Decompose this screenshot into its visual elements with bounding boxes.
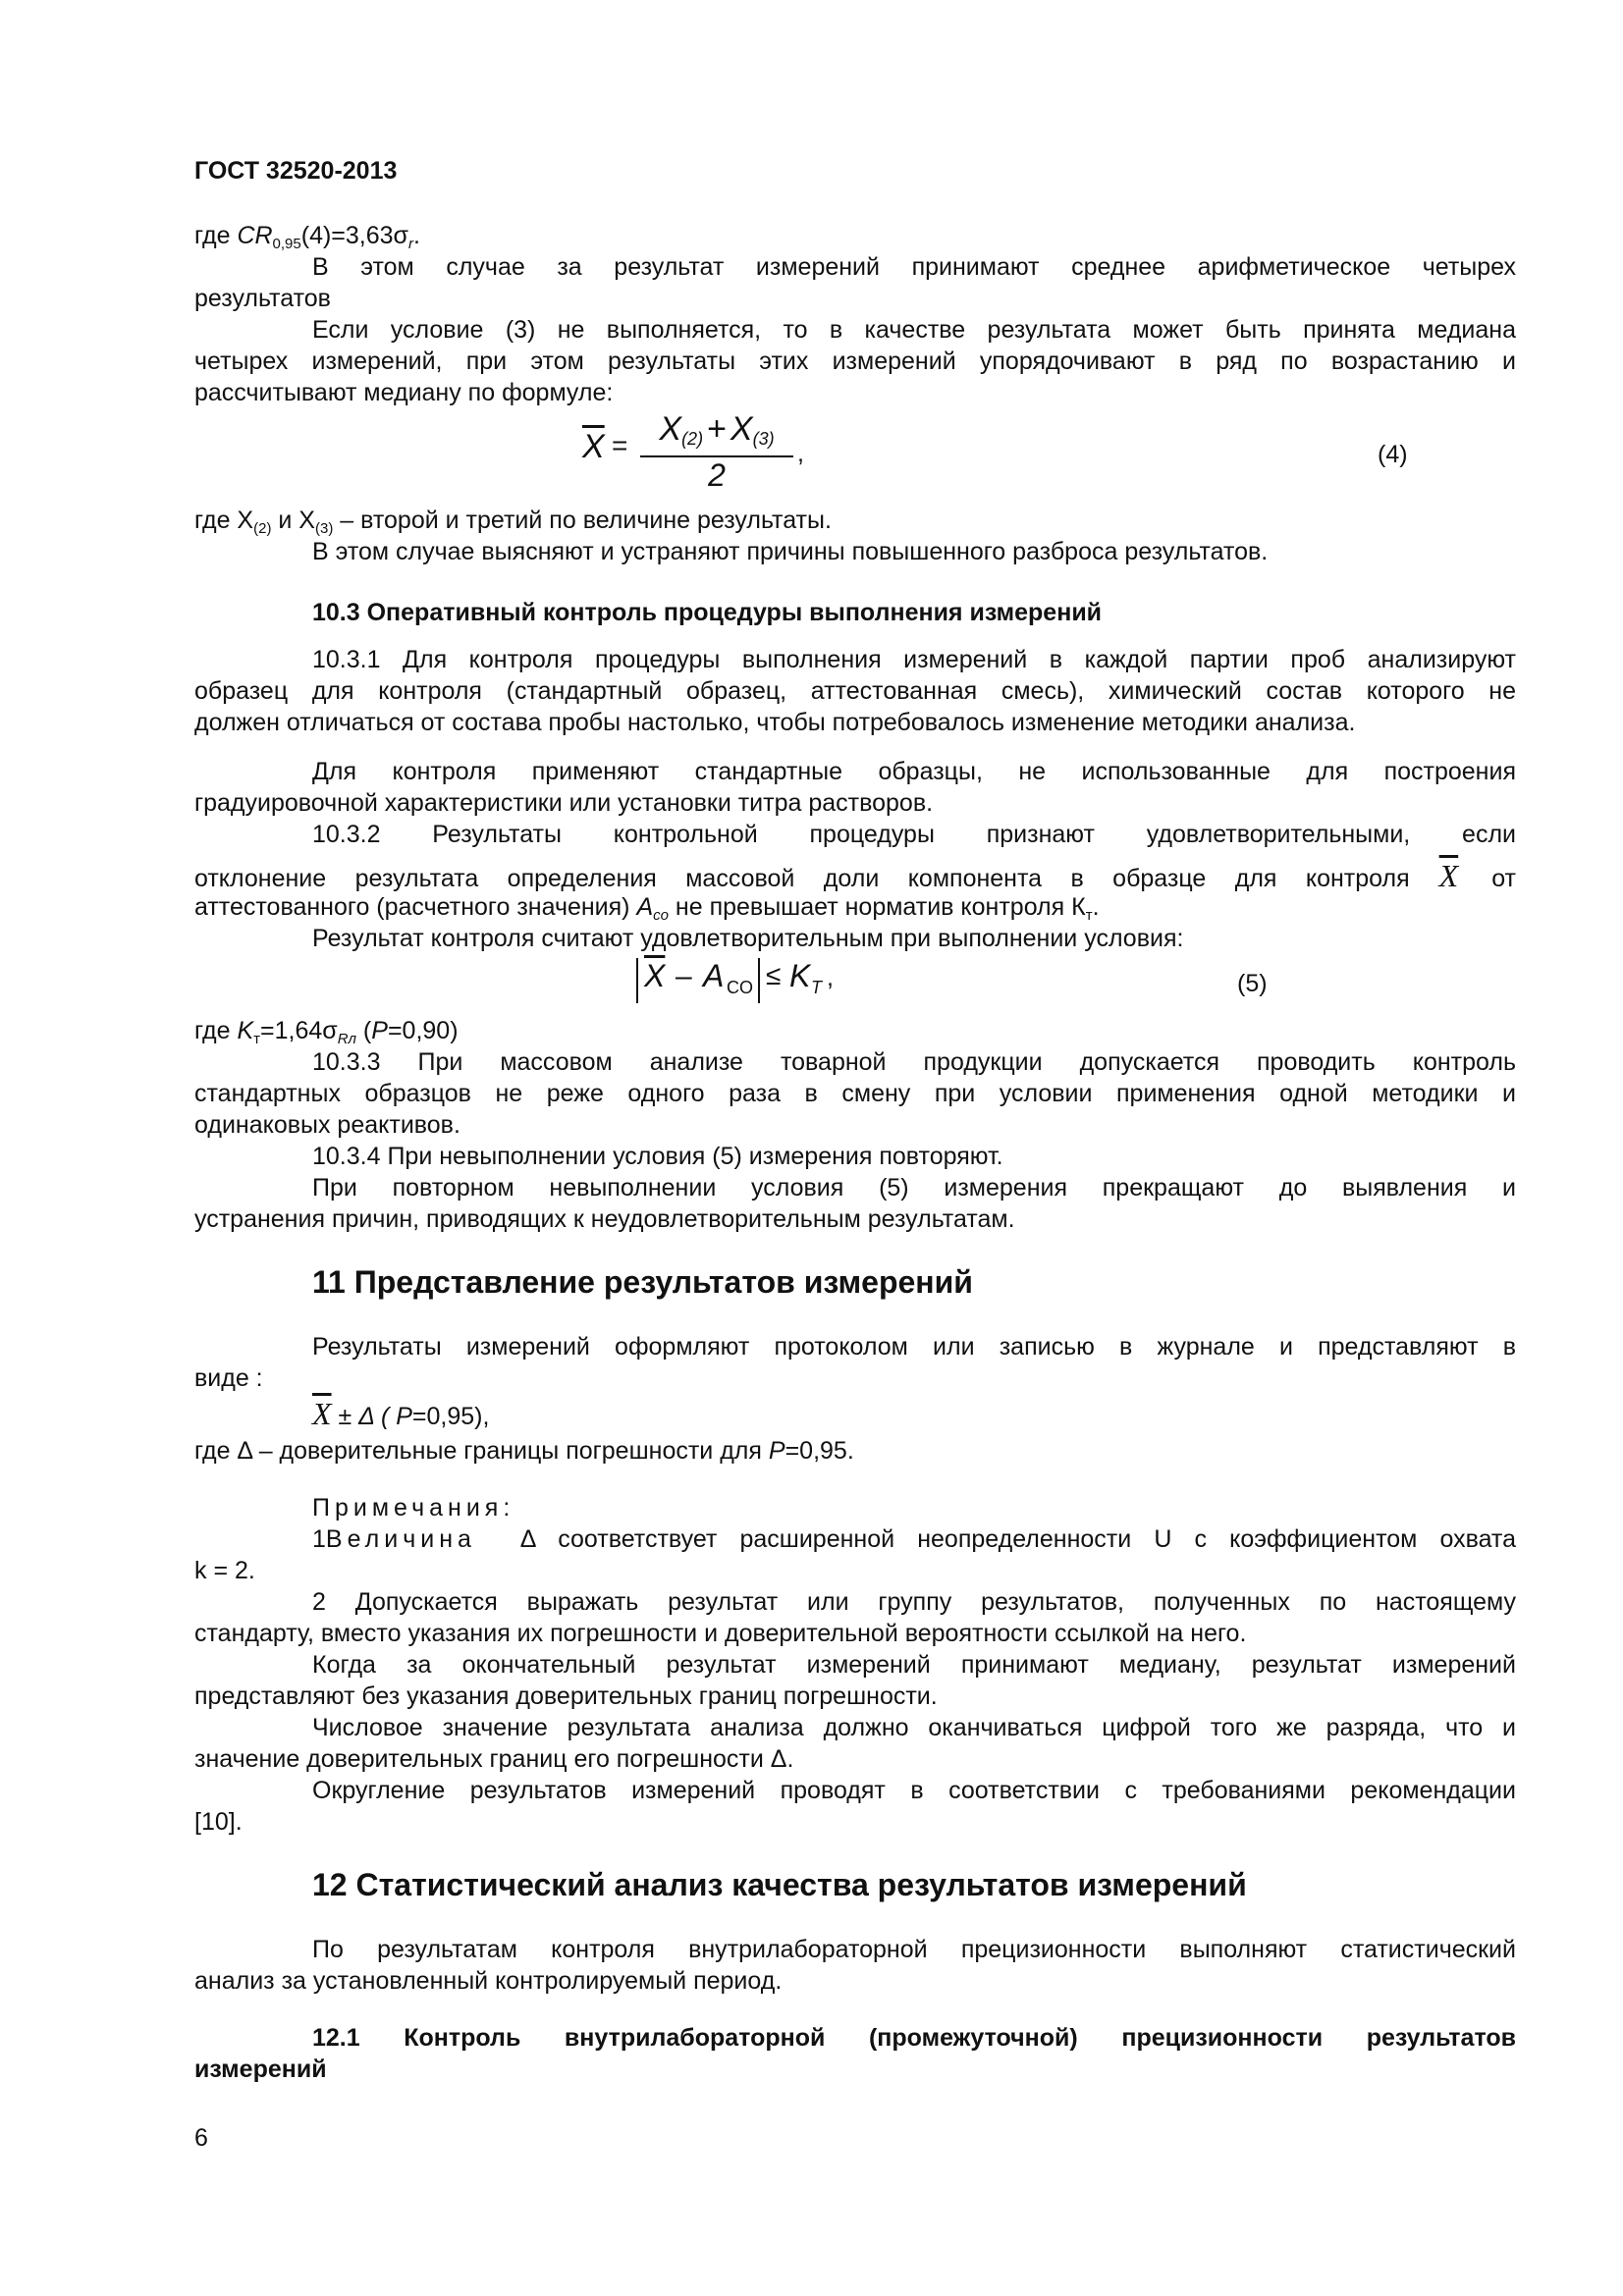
formula-le: ≤ — [766, 960, 782, 990]
formula-x-bar: $\overline{X}$ — [582, 428, 605, 465]
section-heading: 11 Представление результатов измерений — [312, 1264, 973, 1300]
paragraph-line: значение доверительных границ его погрешности Δ. — [194, 1745, 794, 1773]
paragraph-line: k = 2. — [194, 1557, 255, 1584]
formula-var: K — [789, 958, 811, 993]
document-header: ГОСТ 32520-2013 — [194, 157, 398, 185]
paragraph-line: 10.3.2 Результаты контрольной процедуры признают удовлетворительными, если — [312, 821, 1516, 848]
formula-5 — [628, 954, 864, 1013]
paragraph-line: Для контроля применяют стандартные образцы, не использованные для построения — [312, 758, 1516, 785]
paragraph-line: По результатам контроля внутрилабораторной прецизионности выполняют статистический — [312, 1936, 1516, 1963]
text: где X — [194, 507, 254, 534]
paragraph-line: Когда за окончательный результат измерений принимают медиану, результат измерений — [312, 1651, 1516, 1679]
subscript: (3) — [314, 520, 334, 537]
subscript: T — [811, 978, 822, 997]
text: =0,95), — [411, 1403, 490, 1430]
text: отклонение результата определения массовой доли компонента в образце для контроля — [194, 865, 1410, 892]
text: 1 — [312, 1525, 326, 1553]
section-heading: 10.3 Оперативный контроль процедуры выполнения измерений — [312, 599, 1103, 626]
text: =1,64σ — [260, 1017, 338, 1044]
formula-x-bar: $\overline{X}$ — [644, 958, 666, 993]
text: (4)=3,63σ — [300, 222, 408, 249]
text: K — [237, 1017, 254, 1044]
formula-var: A — [703, 958, 725, 993]
paragraph-line: [10]. — [194, 1808, 243, 1836]
paragraph-line: стандартных образцов не реже одного раза в смену при условии применения одной методики и — [194, 1080, 1516, 1107]
formula-comma: , — [797, 440, 804, 467]
section-heading: измерений — [194, 2056, 327, 2083]
text: A — [636, 893, 654, 921]
text: =0,90) — [387, 1017, 459, 1044]
equation-number: (4) — [1378, 441, 1408, 468]
formula-minus: – — [676, 960, 692, 992]
subscript: co — [653, 907, 669, 924]
subscript: CO — [727, 978, 753, 997]
equation-number: (5) — [1237, 970, 1268, 997]
text: аттестованного (расчетного значения) — [194, 893, 637, 921]
paragraph-line: При повторном невыполнении условия (5) измерения прекращают до выявления и — [312, 1174, 1516, 1201]
paragraph-line: 10.3.3 При массовом анализе товарной продукции допускается проводить контроль — [312, 1048, 1516, 1076]
formula-denominator: 2 — [708, 457, 726, 493]
page-number: 6 — [194, 2124, 208, 2152]
paragraph-line: В этом случае выясняют и устраняют причины повышенного разброса результатов. — [312, 538, 1269, 565]
text: Δ соответствует расширенной неопределенности U с коэффициентом охвата — [475, 1525, 1516, 1553]
formula-x-bar: $\overline{X}$ — [1438, 858, 1459, 893]
paragraph-line: Результат контроля считают удовлетворительным при выполнении условия: — [312, 925, 1184, 952]
paragraph-line — [312, 1398, 1516, 1432]
paragraph-line: представляют без указания доверительных границ погрешности. — [194, 1682, 938, 1710]
abs-bar-left — [636, 958, 638, 1003]
text: ( — [355, 1017, 372, 1044]
text: от — [1491, 865, 1516, 892]
text: P — [768, 1437, 785, 1465]
paragraph-line: стандарту, вместо указания их погрешности и доверительной вероятности ссылкой на него. — [194, 1620, 1247, 1647]
paragraph-line: должен отличаться от состава пробы настолько, чтобы потребовалось изменение методики анализа. — [194, 709, 1356, 736]
paragraph-line: В этом случае за результат измерений принимают среднее арифметическое четырех — [312, 253, 1516, 281]
subscript: т — [253, 1031, 260, 1047]
paragraph-line: 2 Допускается выражать результат или группу результатов, полученных по настоящему — [312, 1588, 1516, 1616]
text: где Δ – доверительные границы погрешности для — [194, 1437, 769, 1465]
paragraph-line — [194, 505, 1516, 536]
text: и X — [271, 507, 315, 534]
paragraph-line: четырех измерений, при этом результаты этих измерений упорядочивают в ряд по возрастанию и — [194, 347, 1516, 375]
text: где — [194, 222, 238, 249]
formula-comma: , — [827, 964, 834, 991]
text: Величина — [325, 1525, 476, 1553]
paragraph-line: Числовое значение результата анализа должно оканчиваться цифрой того же разряда, что и — [312, 1714, 1516, 1741]
paragraph-line: виде : — [194, 1364, 263, 1392]
paragraph-line: 10.3.1 Для контроля процедуры выполнения измерений в каждой партии проб анализируют — [312, 646, 1516, 673]
paragraph-line — [194, 220, 1516, 251]
paragraph-line — [194, 860, 1516, 894]
formula-x-bar: $\overline{X}$ — [312, 1396, 332, 1431]
notes-title: Примечания: — [312, 1494, 515, 1522]
text: ± — [331, 1403, 359, 1430]
text: Δ ( P — [358, 1403, 412, 1430]
formula-var: X — [730, 410, 753, 448]
paragraph-line: 10.3.4 При невыполнении условия (5) измерения повторяют. — [312, 1143, 1003, 1170]
paragraph-line: результатов — [194, 285, 331, 312]
formula-equals: = — [612, 430, 628, 460]
text: не превышает норматив контроля К — [668, 893, 1086, 921]
paragraph-line: анализ за установленный контролируемый период. — [194, 1967, 783, 1995]
subscript: r — [408, 236, 413, 252]
paragraph-line: Результаты измерений оформляют протоколом или записью в журнале и представляют в — [312, 1333, 1516, 1361]
text: P — [371, 1017, 388, 1044]
subscript: Rл — [337, 1031, 356, 1047]
paragraph-line: устранения причин, приводящих к неудовлетворительным результатам. — [194, 1205, 1015, 1233]
text: – второй и третий по величине результаты. — [333, 507, 832, 534]
section-heading: 12 Статистический анализ качества результатов измерений — [312, 1867, 1247, 1902]
section-heading: 12.1 Контроль внутрилабораторной (промежуточной) прецизионности результатов — [312, 2024, 1516, 2052]
paragraph-line — [312, 1523, 1516, 1555]
text: =0,95. — [784, 1437, 854, 1465]
subscript: (3) — [752, 429, 775, 449]
paragraph-line: образец для контроля (стандартный образец, аттестованная смесь), химический состав которого не — [194, 677, 1516, 705]
paragraph-line: Если условие (3) не выполняется, то в качестве результата может быть принята медиана — [312, 316, 1516, 344]
subscript: т — [1085, 907, 1093, 924]
paragraph-line: рассчитывают медиану по формуле: — [194, 379, 614, 406]
paragraph-line: Округление результатов измерений проводят в соответствии с требованиями рекомендации — [312, 1777, 1516, 1804]
formula-4 — [579, 410, 825, 499]
text: . — [1092, 893, 1100, 921]
subscript: (2) — [253, 520, 272, 537]
subscript: (2) — [681, 429, 704, 449]
paragraph-line: одинаковых реактивов. — [194, 1111, 460, 1139]
paragraph-line — [194, 1015, 1516, 1046]
paragraph-line: градуировочной характеристики или установки титра растворов. — [194, 789, 934, 817]
formula-plus: + — [707, 410, 727, 448]
paragraph-line — [194, 1435, 1516, 1467]
subscript: 0,95 — [272, 236, 301, 252]
formula-numerator — [638, 410, 795, 449]
text: CR — [237, 222, 273, 249]
formula-var: X — [659, 410, 682, 448]
text: . — [413, 222, 420, 249]
text: где — [194, 1017, 238, 1044]
abs-bar-right — [758, 958, 760, 1003]
paragraph-line — [194, 891, 1516, 923]
